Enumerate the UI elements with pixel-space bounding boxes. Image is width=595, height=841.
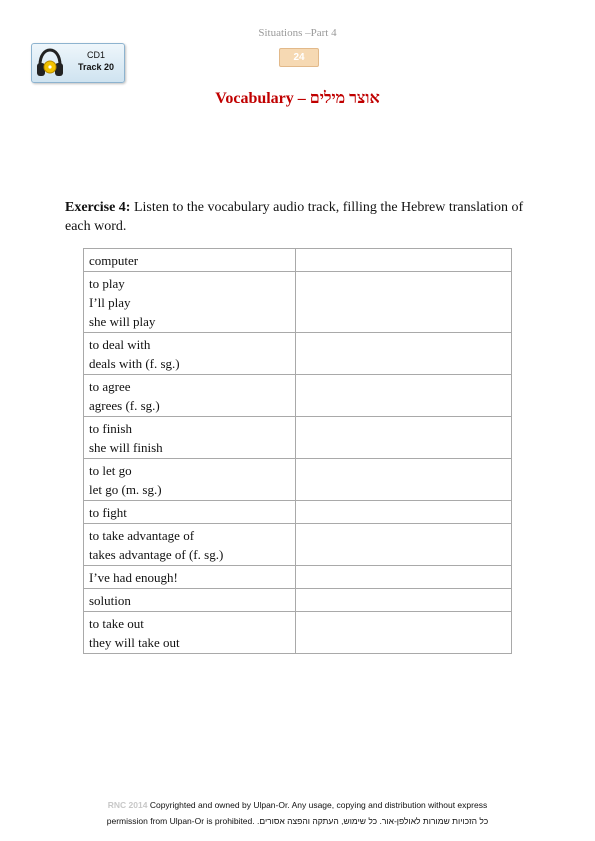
english-term-line: I’ll play (89, 295, 131, 310)
page-number-badge: 24 (279, 48, 319, 67)
hebrew-translation-cell[interactable] (296, 524, 512, 566)
english-term-line: to let go (89, 463, 132, 478)
english-term-cell (84, 333, 296, 375)
table-row (84, 459, 512, 501)
english-term-cell (84, 589, 296, 612)
english-term-cell (84, 501, 296, 524)
table-row (84, 272, 512, 333)
english-term-line: she will play (89, 314, 156, 329)
hebrew-translation-cell[interactable] (296, 333, 512, 375)
table-row (84, 612, 512, 654)
footer-rnc: RNC 2014 (107, 800, 148, 810)
cd-track-number: Track 20 (77, 62, 115, 72)
exercise-instructions (65, 198, 535, 236)
english-term-line: to fight (89, 505, 127, 520)
english-term-line: to finish (89, 421, 132, 436)
hebrew-translation-cell[interactable] (296, 566, 512, 589)
english-term-line: to play (89, 276, 125, 291)
english-term-cell (84, 524, 296, 566)
english-term-line: agrees (f. sg.) (89, 398, 160, 413)
exercise-text: Listen to the vocabulary audio track, filling the Hebrew translation of each word. (65, 200, 524, 234)
section-title: Vocabulary – אוצר מילים (215, 90, 380, 107)
table-row (84, 333, 512, 375)
footer-line-2: permission from Ulpan-Or is prohibited. .כל הזכויות שמורות לאולפן-אור. כל שימוש, העתקה והפצה אסורים (106, 816, 489, 826)
english-term-line: they will take out (89, 635, 180, 650)
hebrew-translation-cell[interactable] (296, 249, 512, 272)
english-term-line: solution (89, 593, 131, 608)
english-term-line: I’ve had enough! (89, 570, 178, 585)
vocabulary-table (83, 248, 512, 654)
table-row (84, 375, 512, 417)
english-term-line: takes advantage of (f. sg.) (89, 547, 224, 562)
exercise-label: Exercise 4: (65, 200, 131, 215)
hebrew-translation-cell[interactable] (296, 459, 512, 501)
table-row (84, 501, 512, 524)
english-term-line: to take advantage of (89, 528, 195, 543)
hebrew-translation-cell[interactable] (296, 612, 512, 654)
hebrew-translation-cell[interactable] (296, 501, 512, 524)
footer-line-1 (0, 797, 595, 813)
english-term-line: to deal with (89, 337, 151, 352)
table-row (84, 249, 512, 272)
english-term-cell (84, 375, 296, 417)
english-term-line: deals with (f. sg.) (89, 356, 180, 371)
english-term-line: to take out (89, 616, 144, 631)
cd-disc-label: CD1 (86, 50, 105, 60)
table-row (84, 417, 512, 459)
hebrew-translation-cell[interactable] (296, 417, 512, 459)
hebrew-translation-cell[interactable] (296, 589, 512, 612)
cd-track-label (31, 43, 125, 83)
english-term-cell (84, 612, 296, 654)
running-header: Situations –Part 4 (258, 27, 337, 39)
footer-copyright: Copyrighted and owned by Ulpan-Or. Any usage, copying and distribution without express (147, 800, 488, 810)
hebrew-translation-cell[interactable] (296, 375, 512, 417)
english-term-cell (84, 459, 296, 501)
table-row (84, 589, 512, 612)
hebrew-translation-cell[interactable] (296, 272, 512, 333)
english-term-line: computer (89, 253, 139, 268)
table-row (84, 524, 512, 566)
english-term-cell (84, 417, 296, 459)
english-term-line: let go (m. sg.) (89, 482, 162, 497)
english-term-cell (84, 272, 296, 333)
table-row (84, 566, 512, 589)
headphones-icon (35, 47, 65, 79)
english-term-line: she will finish (89, 440, 163, 455)
english-term-cell (84, 566, 296, 589)
copyright-footer (0, 797, 595, 829)
english-term-line: to agree (89, 379, 131, 394)
english-term-cell (84, 249, 296, 272)
